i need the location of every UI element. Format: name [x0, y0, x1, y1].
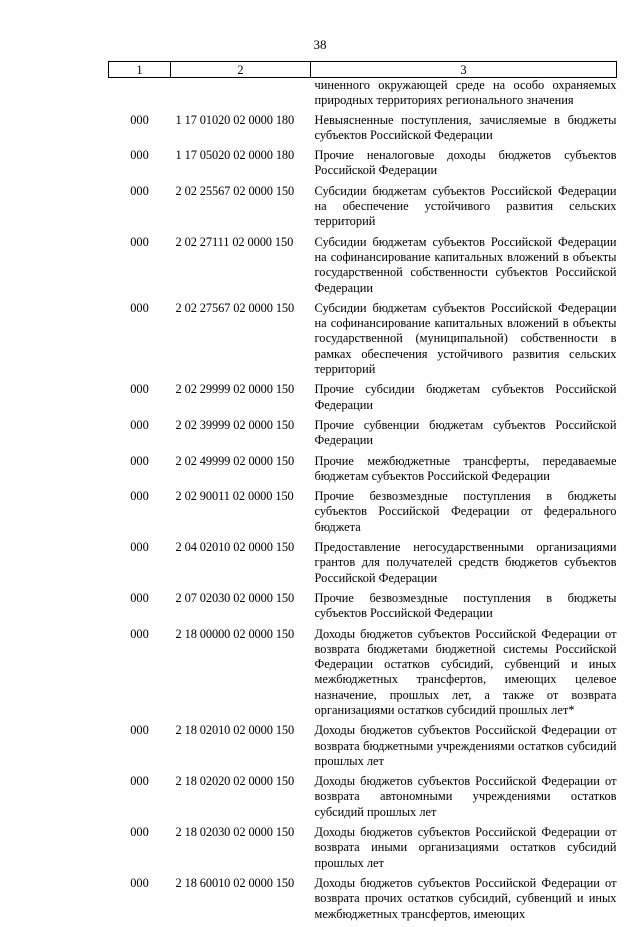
revenue-name-cell: Субсидии бюджетам субъектов Российской Федерации на обеспечение устойчивого развития сельских территорий [314, 183, 617, 229]
header-col-2: 2 [171, 62, 311, 78]
table-row [109, 113, 617, 149]
revenue-name-cell: Прочие безвозмездные поступления в бюджеты субъектов Российской Федерации [314, 590, 617, 621]
header-row [109, 62, 617, 78]
revenue-name-cell: Предоставление негосударственными организациями грантов для получателей средств бюджетов субъектов Российской Федерации [314, 540, 617, 585]
budget-code-cell: 1 17 01020 02 0000 180 [175, 112, 295, 127]
admin-code-cell: 000 [130, 300, 149, 315]
revenue-codes-table-container [108, 61, 616, 927]
table-row [109, 235, 617, 301]
table-row [109, 382, 617, 418]
revenue-name-cell: Доходы бюджетов субъектов Российской Федерации от возврата прочих остатков субсидий, субвенций и иных межбюджетных трансфертов, имеющих [314, 875, 617, 921]
table-row [109, 184, 617, 235]
budget-code-cell: 2 04 02010 02 0000 150 [175, 540, 295, 555]
empty-cell [171, 78, 311, 113]
admin-code-cell: 000 [130, 875, 149, 890]
revenue-name-cell: Прочие межбюджетные трансферты, передаваемые бюджетам субъектов Российской Федерации [314, 453, 617, 483]
admin-code-cell: 000 [130, 626, 149, 641]
admin-code-cell: 000 [130, 825, 149, 840]
continuation-text: чиненного окружающей среде на особо охраняемых природных территориях регионального значения [314, 78, 617, 108]
revenue-codes-table [108, 61, 617, 927]
table-row [109, 876, 617, 927]
revenue-name-cell: Субсидии бюджетам субъектов Российской Федерации на софинансирование капитальных вложений в объекты государственной собственности субъектов Российской Федерации [314, 234, 617, 295]
admin-code-cell: 000 [130, 382, 149, 397]
table-header [109, 62, 617, 78]
table-row [109, 418, 617, 454]
budget-code-cell: 1 17 05020 02 0000 180 [175, 148, 295, 163]
header-col-1: 1 [109, 62, 171, 78]
table-row [109, 774, 617, 825]
table-row [109, 148, 617, 184]
budget-code-cell: 2 07 02030 02 0000 150 [175, 590, 295, 605]
empty-cell [109, 78, 171, 113]
admin-code-cell: 000 [130, 417, 149, 432]
budget-code-cell: 2 18 02010 02 0000 150 [175, 723, 295, 738]
page-number: 38 [313, 37, 327, 52]
admin-code-cell: 000 [130, 774, 149, 789]
table-row [109, 723, 617, 774]
header-col-3: 3 [311, 62, 617, 78]
table-row [109, 591, 617, 627]
table-row [109, 540, 617, 591]
admin-code-cell: 000 [130, 112, 149, 127]
table-row [109, 454, 617, 490]
revenue-name-cell: Прочие безвозмездные поступления в бюджеты субъектов Российской Федерации от федерального бюджета [314, 489, 617, 534]
budget-code-cell: 2 02 90011 02 0000 150 [175, 489, 294, 504]
admin-code-cell: 000 [130, 489, 149, 504]
admin-code-cell: 000 [130, 590, 149, 605]
revenue-name-cell: Прочие неналоговые доходы бюджетов субъектов Российской Федерации [314, 148, 617, 178]
table-body [109, 78, 617, 927]
revenue-name-cell: Доходы бюджетов субъектов Российской Федерации от возврата бюджетными учреждениями остатков субсидий прошлых лет [314, 723, 617, 768]
revenue-name-cell: Невыясненные поступления, зачисляемые в бюджеты субъектов Российской Федерации [314, 112, 617, 142]
budget-code-cell: 2 02 29999 02 0000 150 [175, 382, 295, 397]
admin-code-cell: 000 [130, 540, 149, 555]
budget-code-cell: 2 02 27567 02 0000 150 [175, 300, 295, 315]
table-row [109, 489, 617, 540]
table-row [109, 627, 617, 724]
budget-code-cell: 2 18 00000 02 0000 150 [175, 626, 295, 641]
budget-code-cell: 2 02 27111 02 0000 150 [175, 234, 294, 249]
revenue-name-cell: Прочие субвенции бюджетам субъектов Российской Федерации [314, 417, 617, 448]
revenue-name-cell: Доходы бюджетов субъектов Российской Федерации от возврата автономными учреждениями остатков субсидий прошлых лет [314, 774, 617, 819]
table-row [109, 825, 617, 876]
revenue-name-cell: Доходы бюджетов субъектов Российской Федерации от возврата бюджетами бюджетной системы Российской Федерации остатков субсидий, субвенций и иных межбюджетных трансфертов, имеющих целевое назначение, прошлых лет, а также от возврата организациями остатков субсидий прошлых лет* [314, 626, 617, 717]
admin-code-cell: 000 [130, 453, 149, 468]
admin-code-cell: 000 [130, 183, 149, 198]
revenue-name-cell: Прочие субсидии бюджетам субъектов Российской Федерации [314, 382, 617, 412]
admin-code-cell: 000 [130, 723, 149, 738]
budget-code-cell: 2 02 49999 02 0000 150 [175, 453, 295, 468]
budget-code-cell: 2 18 02030 02 0000 150 [175, 825, 295, 840]
budget-code-cell: 2 18 60010 02 0000 150 [175, 875, 295, 890]
budget-code-cell: 2 18 02020 02 0000 150 [175, 774, 295, 789]
budget-code-cell: 2 02 39999 02 0000 150 [175, 417, 295, 432]
revenue-name-cell: Доходы бюджетов субъектов Российской Федерации от возврата иными организациями остатков субсидий прошлых лет [314, 825, 617, 870]
revenue-name-cell: Субсидии бюджетам субъектов Российской Федерации на софинансирование капитальных вложений в объекты государственной (муниципальной) собственности в рамках обеспечения устойчивого развития сельских территорий [314, 300, 617, 377]
admin-code-cell: 000 [130, 148, 149, 163]
table-row [109, 301, 617, 382]
budget-code-cell: 2 02 25567 02 0000 150 [175, 183, 295, 198]
admin-code-cell: 000 [130, 234, 149, 249]
continuation-row [109, 78, 617, 113]
